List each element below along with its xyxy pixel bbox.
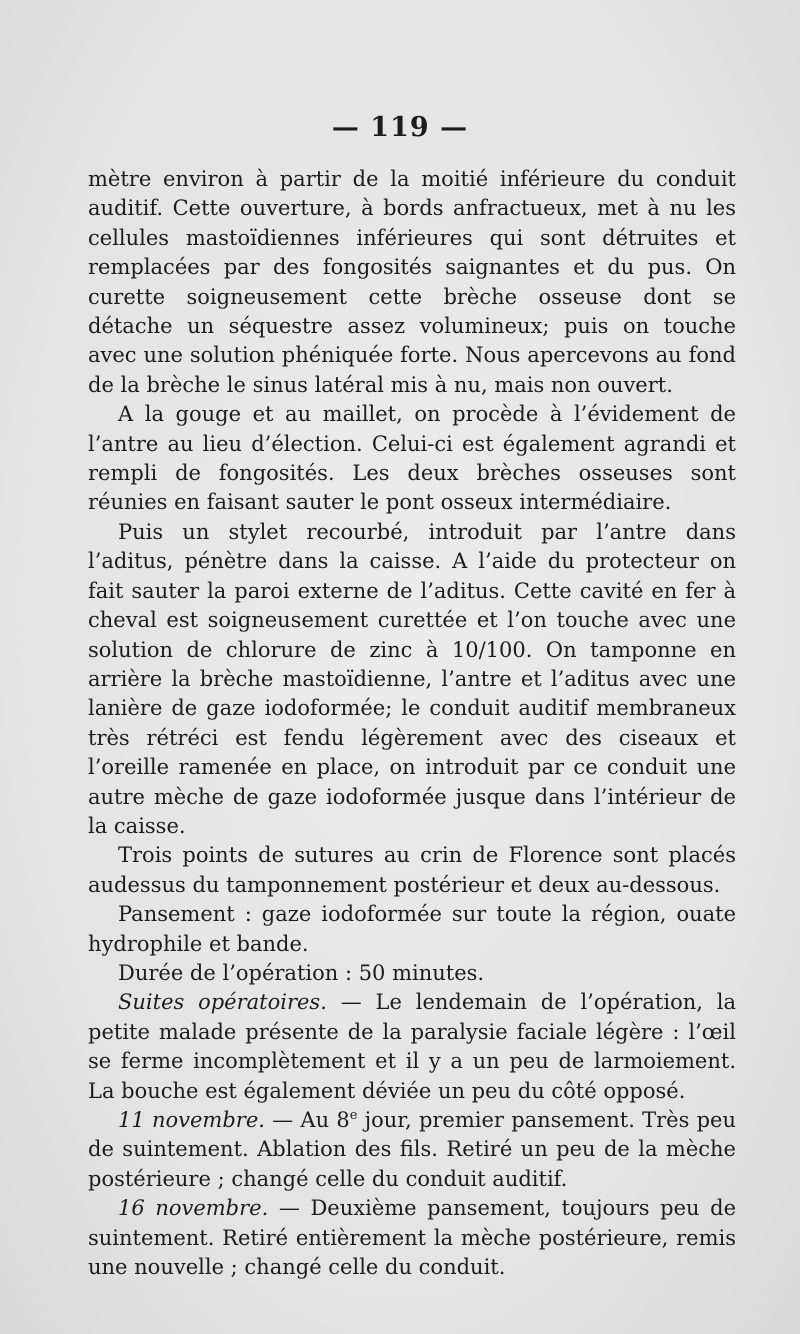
paragraph-9-lead: 16 novembre. [118, 1196, 269, 1221]
paragraph-8 [88, 1106, 736, 1194]
paragraph-1-text: mètre environ à partir de la moitié inférieure du conduit auditif. Cette ouverture, à bords anfractueux, met à nu les cellules mastoïdiennes inférieures qui sont détruites et remplacées par des fongosités saignantes et du pus. On curette soigneusement cette brèche osseuse dont se détache un séquestre assez volumineux; puis on touche avec une solution phéniquée forte. Nous apercevons au fond de la brèche le sinus latéral mis à nu, mais non ouvert. [88, 167, 736, 397]
page-number: — 119 — [331, 112, 469, 143]
paragraph-8-text: jour, premier pansement. Très peu de suintement. Ablation des fils. Retiré un peu de la mèche postérieure ; changé celle du conduit auditif. [88, 1108, 736, 1191]
paragraph-7-lead: Suites opératoires. [118, 990, 327, 1015]
paragraph-5-text: Pansement : gaze iodoformée sur toute la région, ouate hydrophile et bande. [88, 902, 736, 956]
paragraph-9 [88, 1194, 736, 1282]
paragraph-8-superscript: e [349, 1108, 358, 1123]
body-text [88, 165, 736, 1282]
paragraph-8-lead: 11 novembre. [118, 1108, 265, 1132]
paragraph-8-text-before-sup: — Au 8 [264, 1108, 350, 1132]
paragraph-9-text: — Deuxième pansement, toujours peu de suintement. Retiré entièrement la mèche postérieure, remis une nouvelle ; changé celle du conduit. [88, 1196, 736, 1280]
paragraph-4 [88, 841, 736, 900]
paragraph-7-text: — Le lendemain de l’opération, la petite malade présente de la paralysie faciale légère : l’œil se ferme incomplètement et il y a un peu de larmoiement. La bouche est également déviée un peu du côté opposé. [88, 990, 736, 1103]
paragraph-5 [88, 900, 736, 959]
paragraph-2-text: A la gouge et au maillet, on procède à l’évidement de l’antre au lieu d’élection. Celui-ci est également agrandi et rempli de fongosités. Les deux brèches osseuses sont réunies en faisant sauter le pont osseux intermédiaire. [88, 402, 736, 515]
paragraph-3 [88, 518, 736, 841]
paragraph-7 [88, 988, 736, 1106]
paragraph-6 [88, 959, 736, 988]
paragraph-2 [88, 400, 736, 518]
paragraph-1 [88, 165, 736, 400]
paragraph-6-text: Durée de l’opération : 50 minutes. [118, 960, 485, 985]
paragraph-3-text: Puis un stylet recourbé, introduit par l’antre dans l’aditus, pénètre dans la caisse. A l’aide du protecteur on fait sauter la paroi externe de l’aditus. Cette cavité en fer à cheval est soigneusement curettée et l’on touche avec une solution de chlorure de zinc à 10/100. On tamponne en arrière la brèche mastoïdienne, l’antre et l’aditus avec une lanière de gaze iodoformée; le conduit auditif membraneux très rétréci est fendu légèrement avec des ciseaux et l’oreille ramenée en place, on introduit par ce conduit une autre mèche de gaze iodoformée jusque dans l’intérieur de la caisse. [88, 519, 736, 838]
paragraph-4-text: Trois points de sutures au crin de Florence sont placés audessus du tamponnement postérieur et deux au-dessous. [88, 843, 736, 897]
